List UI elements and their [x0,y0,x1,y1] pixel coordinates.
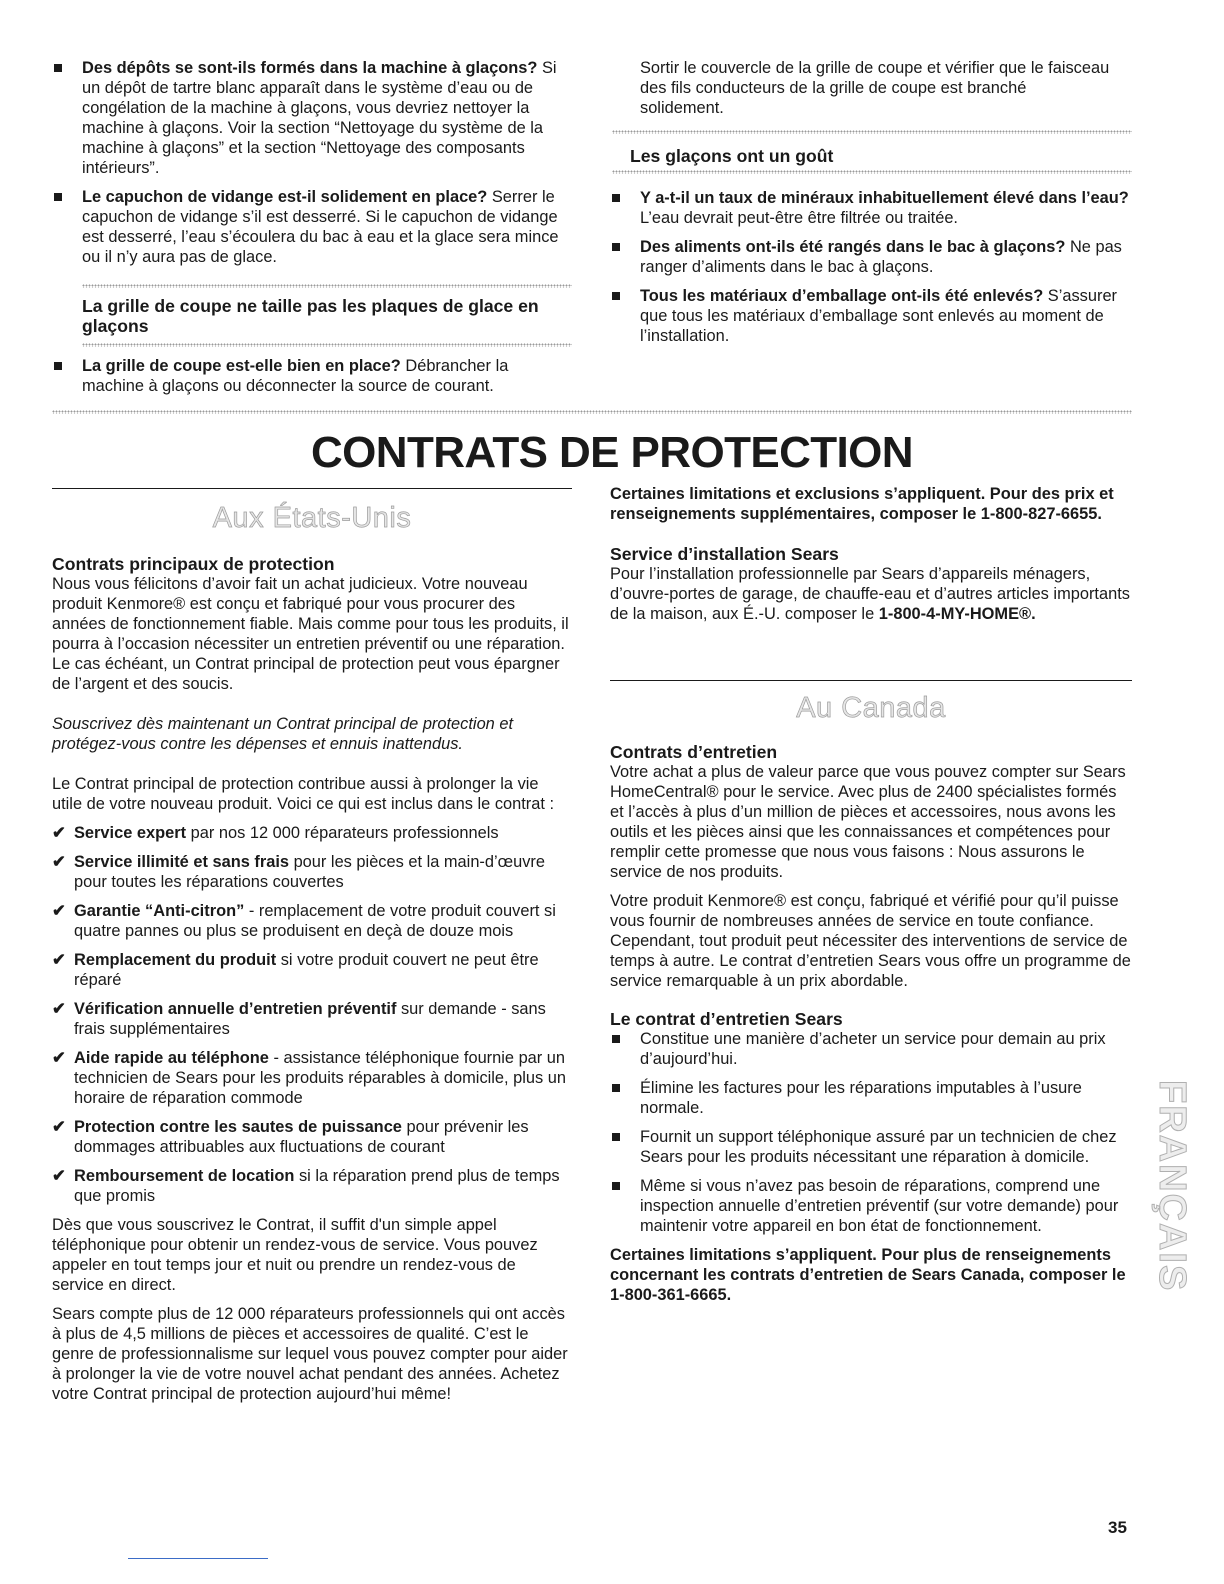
paragraph: Dès que vous souscrivez le Contrat, il suffit d'un simple appel téléphonique pour obtenir un rendez-vous de service. Vous pouvez appeler en tout temps jour et nuit ou prendre un rendez-vous de service en direct. [52,1216,538,1294]
section-subheading: Contrats principaux de protection [52,554,335,574]
us-heading: Aux États-Unis [212,502,412,534]
list-item [610,237,1130,277]
footer-line [128,1558,268,1559]
list-item [52,823,572,843]
bold-notice: Certaines limitations s’appliquent. Pour plus de renseignements concernant les contrats d’entretien de Sears Canada, composer le 1-800-361-6665. [610,1246,1126,1304]
side-tab-label: FRANÇAIS [1151,1080,1193,1293]
canada-column [610,742,1132,1305]
question: Tous les matériaux d’emballage ont-ils été enlevés? [640,287,1044,305]
install-text: Pour l’installation professionnelle par Sears d’appareils ménagers, d’ouvre-portes de garage, de chauffe-eau et d’autres articles importants de la maison, aux É.-U. composer le [610,565,1130,623]
feature-desc: si la réparation prend plus de temps que promis [74,1167,560,1205]
answer: L’eau devrait peut-être être filtrée ou traitée. [640,209,958,227]
benefit: Fournit un support téléphonique assuré par un technicien de chez Sears pour les produits nécessitant une réparation à domicile. [640,1128,1117,1166]
list-item [52,1166,572,1206]
troubleshoot-heading: La grille de coupe ne taille pas les plaques de glace en glaçons [82,296,539,336]
feature: Protection contre les sautes de puissance [74,1118,402,1136]
feature-desc: - assistance téléphonique fournie par un technicien de Sears pour les produits réparables à domicile, plus un horaire de réparation commode [74,1049,566,1107]
paragraph: Votre produit Kenmore® est conçu, fabriqué et vérifié pour qu’il puisse vous fournir de nombreuses années de service en toute confiance. Cependant, tout produit peut nécessiter des interventions de service de temps à autre. Le contrat d’entretien Sears vous offre un programme de service remarquable à un prix abordable. [610,892,1131,990]
canada-heading: Au Canada [796,692,946,724]
taste-heading: Les glaçons ont un goût [630,146,834,166]
section-divider [52,410,1132,414]
list-item [610,188,1130,228]
check-icon: ✔ [52,853,66,871]
column-rule [610,680,1132,681]
bullet-square-icon [612,1133,620,1141]
check-icon: ✔ [52,902,66,920]
paragraph: Sears compte plus de 12 000 réparateurs professionnels qui ont accès à plus de 4,5 millions de pièces et accessoires de qualité. C’est le genre de professionnalisme sur lequel vous pouvez compter pour aider à prolonger la vie de votre nouvel achat pendant des années. Achetez votre Contrat principal de protection aujourd’hui même! [52,1305,568,1403]
top-left-column [52,58,572,276]
bullet-square-icon [612,292,620,300]
list-item [52,852,572,892]
feature: Aide rapide au téléphone [74,1049,269,1067]
feature: Remplacement du produit [74,951,277,969]
paragraph: Le Contrat principal de protection contribue aussi à prolonger la vie utile de votre nouveau produit. Voici ce qui est inclus dans le contrat : [52,775,555,813]
italic-paragraph: Souscrivez dès maintenant un Contrat principal de protection et protégez-vous contre les dépenses et ennuis inattendus. [52,715,514,753]
feature-desc: - remplacement de votre produit couvert si quatre pannes ou plus se produisent en deçà de douze mois [74,902,556,940]
answer: Si un dépôt de tartre blanc apparaît dans le système d’eau ou de congélation de la machine à glaçons, vous devriez nettoyer la machine à glaçons. Voir la section “Nettoyage du système de la machine à glaçons” et la section “Nettoyage des composants intérieurs”. [82,59,557,177]
answer: Serrer le capuchon de vidange s’il est desserré. Si le capuchon de vidange est desserré, l’eau s’écoulera du bac à eau et la glace sera mince ou il n’y aura pas de glace. [82,188,559,266]
top-right-column [610,188,1130,355]
dotted-divider [612,170,1132,174]
list-item [610,1029,1132,1069]
top-left-column-2 [52,356,572,405]
feature-desc: sur demande - sans frais supplémentaires [74,1000,546,1038]
answer: Débrancher la machine à glaçons ou déconnecter la source de courant. [82,357,509,395]
list-item [52,58,572,178]
feature-desc: pour prévenir les dommages attribuables aux fluctuations de courant [74,1118,529,1156]
bullet-square-icon [612,1182,620,1190]
dotted-divider [82,284,572,288]
list-item [610,1078,1132,1118]
page-number: 35 [1108,1518,1127,1537]
list-item [52,187,572,267]
list-item [610,1127,1132,1167]
bullet-square-icon [612,194,620,202]
section-subheading: Service d’installation Sears [610,544,839,564]
benefit: Constitue une manière d’acheter un service pour demain au prix d’aujourd’hui. [640,1030,1106,1068]
check-icon: ✔ [52,1118,66,1136]
feature: Vérification annuelle d’entretien préventif [74,1000,397,1018]
list-item [52,950,572,990]
right-column [610,484,1132,624]
check-icon: ✔ [52,1000,66,1018]
list-item [610,286,1130,346]
feature: Garantie “Anti-citron” [74,902,245,920]
answer: S’assurer que tous les matériaux d’emballage sont enlevés au moment de l’installation. [640,287,1118,345]
question: Le capuchon de vidange est-il solidement en place? [82,188,488,206]
feature: Service expert [74,824,187,842]
dotted-divider [612,130,1132,134]
bullet-square-icon [54,64,62,72]
phone-number: 1-800-4-MY-HOME®. [878,605,1036,623]
question: Des dépôts se sont-ils formés dans la machine à glaçons? [82,59,538,77]
column-rule [52,488,572,489]
list-item [52,1117,572,1157]
paragraph [610,564,1132,624]
paragraph: Sortir le couvercle de la grille de coupe et vérifier que le faisceau des fils conducteurs de la grille de coupe est branché solidement. [640,59,1110,117]
list-item [52,999,572,1039]
bullet-square-icon [612,1084,620,1092]
benefit: Élimine les factures pour les réparations imputables à l’usure normale. [640,1079,1082,1117]
us-column [52,554,572,1404]
bullet-square-icon [612,1035,620,1043]
answer: Ne pas ranger d’aliments dans le bac à glaçons. [640,238,1122,276]
bullet-square-icon [54,193,62,201]
feature: Remboursement de location [74,1167,295,1185]
bold-notice: Certaines limitations et exclusions s’appliquent. Pour des prix et renseignements supplémentaires, composer le 1-800-827-6655. [610,485,1114,523]
page-title: CONTRATS DE PROTECTION [311,428,913,477]
check-icon: ✔ [52,1167,66,1185]
bullet-square-icon [54,362,62,370]
language-side-tab [1150,1080,1193,1350]
list-item [52,1048,572,1108]
list-item [52,356,572,396]
question: Y a-t-il un taux de minéraux inhabituellement élevé dans l’eau? [640,189,1129,207]
list-item [52,901,572,941]
dotted-divider [82,343,572,347]
list-item [610,1176,1132,1236]
question: La grille de coupe est-elle bien en place? [82,357,401,375]
feature-desc: pour les pièces et la main-d’œuvre pour toutes les réparations couvertes [74,853,545,891]
section-subheading: Le contrat d’entretien Sears [610,1009,843,1029]
check-icon: ✔ [52,824,66,842]
benefit: Même si vous n’avez pas besoin de réparations, comprend une inspection annuelle d’entretien préventif (sur votre demande) pour maintenir votre appareil en bon état de fonctionnement. [640,1177,1119,1235]
feature: Service illimité et sans frais [74,853,290,871]
check-icon: ✔ [52,1049,66,1067]
feature-desc: par nos 12 000 réparateurs professionnels [186,824,499,842]
feature-desc: si votre produit couvert ne peut être réparé [74,951,539,989]
bullet-square-icon [612,243,620,251]
check-icon: ✔ [52,951,66,969]
paragraph: Nous vous félicitons d’avoir fait un achat judicieux. Votre nouveau produit Kenmore® est conçu et fabriqué pour vous procurer des années de fonctionnement fiable. Mais comme pour tous les produits, il pourra à l’occasion nécessiter un entretien préventif ou une réparation. Le cas échéant, un Contrat principal de protection peut vous épargner de l’argent et des soucis. [52,575,569,693]
question: Des aliments ont-ils été rangés dans le bac à glaçons? [640,238,1066,256]
top-right-paragraph [640,58,1110,118]
paragraph: Votre achat a plus de valeur parce que vous pouvez compter sur Sears HomeCentral® pour le service. Avec plus de 2400 spécialistes formés et l’accès à plus d’un million de pièces et accessoires, nous avons les outils et les pièces ainsi que les connaissances et compétences pour remplir cette promesse que nous vous faisons : Nous assurons le service de nos produits. [610,763,1126,881]
section-subheading: Contrats d’entretien [610,742,778,762]
